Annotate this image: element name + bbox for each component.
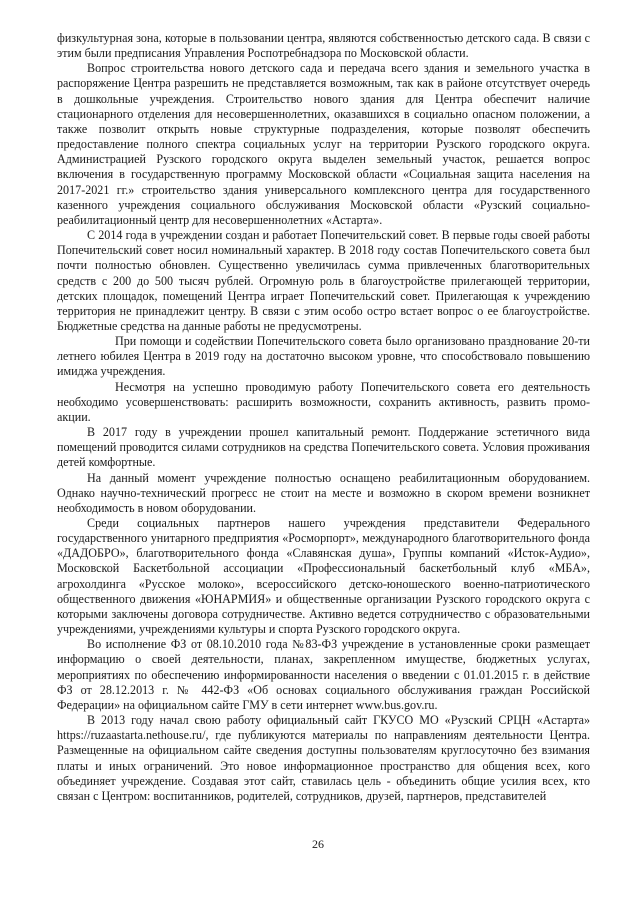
paragraph-8: Среди социальных партнеров нашего учреждения представители Федерального государственного унитарного предприятия «Росморпорт», международного благотворительного фонда «ДАДОБРО», благотворительного фонда «Славянская душа», Группы компаний «Исток-Аудио», Московской Баскетбольной ассоциации «Профессиональный баскетбольный клуб «МБА», агрохолдинга «Русское молоко», всероссийского детско-юношеского военно-патриотического общественного движения «ЮНАРМИЯ» и общественные организации Рузского городского округа с которыми заключены договора сотрудничестве. Активно ведется сотрудничество с образовательными учреждениями, учреждениями культуры и спорта Рузского городского округа. [57,516,590,637]
paragraph-3: С 2014 года в учреждении создан и работает Попечительский совет. В первые годы своей работы Попечительский совет носил номинальный характер. В 2018 году состав Попечительского совета был почти полностью обновлен. Существенно увеличилась сумма привлеченных благотворительных средств с 200 до 500 тысяч рублей. Огромную роль в благоустройстве прилегающей территории, детских площадок, помещений Центра играет Попечительский совет. Прилегающая к учреждению территория не принадлежит центру. В связи с этим особо остро встает вопрос о ее благоустройстве. Бюджетные средства на данные работы не предусмотрены. [57,228,590,333]
paragraph-1: физкультурная зона, которые в пользовании центра, являются собственностью детского сада. В связи с этим были предписания Управления Роспотребнадзора по Московской области. [57,31,590,61]
paragraph-4: При помощи и содействии Попечительского совета было организовано празднование 20-ти летнего юбилея Центра в 2019 году на достаточно высоком уровне, что способствовало повышению имиджа учреждения. [57,334,590,379]
paragraph-6: В 2017 году в учреждении прошел капитальный ремонт. Поддержание эстетичного вида помещений проводится силами сотрудников на средства Попечительского совета. Условия проживания детей комфортные. [57,425,590,470]
paragraph-5: Несмотря на успешно проводимую работу Попечительского совета его деятельность необходимо усовершенствовать: расширить возможности, сохранить активность, развить промо-акции. [57,379,590,424]
paragraph-9: Во исполнение ФЗ от 08.10.2010 года №83-ФЗ учреждение в установленные сроки размещает информацию о своей деятельности, планах, закрепленном имуществе, бюджетных услугах, мероприятиях по обеспечению информированности населения о введении с 01.01.2015 г. в действие ФЗ от 28.12.2013 г. № 442-ФЗ «Об основах социального обслуживания граждан Российской Федерации» на официальном сайте ГМУ в сети интернет www.bus.gov.ru. [57,637,590,712]
paragraph-2: Вопрос строительства нового детского сада и передача всего здания и земельного участка в распоряжение Центра разрешить не представляется возможным, так как в районе отсутствует очередь в дошкольные учреждения. Строительство нового здания для Центра обеспечит наличие стационарного отделения для несовершеннолетних, оказавшихся в социально опасном положении, а также позволит открыть новые структурные подразделения, которые позволят обеспечить предоставление полного спектра социальных услуг на территории Рузского городского округа. Администрацией Рузского городского округа выделен земельный участок, решается вопрос включения в государственную программу Московской области «Социальная защита населения на 2017-2021 гг.» строительство здания универсального комплексного центра для государственного казенного учреждения социального обслуживания Московской области «Рузский социально-реабилитационный центр для несовершеннолетних «Астарта». [57,61,590,227]
paragraph-10: В 2013 году начал свою работу официальный сайт ГКУСО МО «Рузский СРЦН «Астарта» https://ruzaastarta.nethouse.ru/, где публикуются материалы по направлениям деятельности Центра. Размещенные на официальном сайте сведения доступны пользователям круглосуточно без взимания платы и иных ограничений. Это новое информационное пространство для общения всех, кого объединяет учреждение. Создавая этот сайт, ставилась цель - объединить общие усилия всех, кто связан с Центром: воспитанников, родителей, сотрудников, друзей, партнеров, представителей [57,713,590,803]
paragraph-7: На данный момент учреждение полностью оснащено реабилитационным оборудованием. Однако научно-технический прогресс не стоит на месте и возможно в скором времени возникнет необходимость в новом оборудовании. [57,470,590,515]
page-number: 26 [312,837,324,851]
